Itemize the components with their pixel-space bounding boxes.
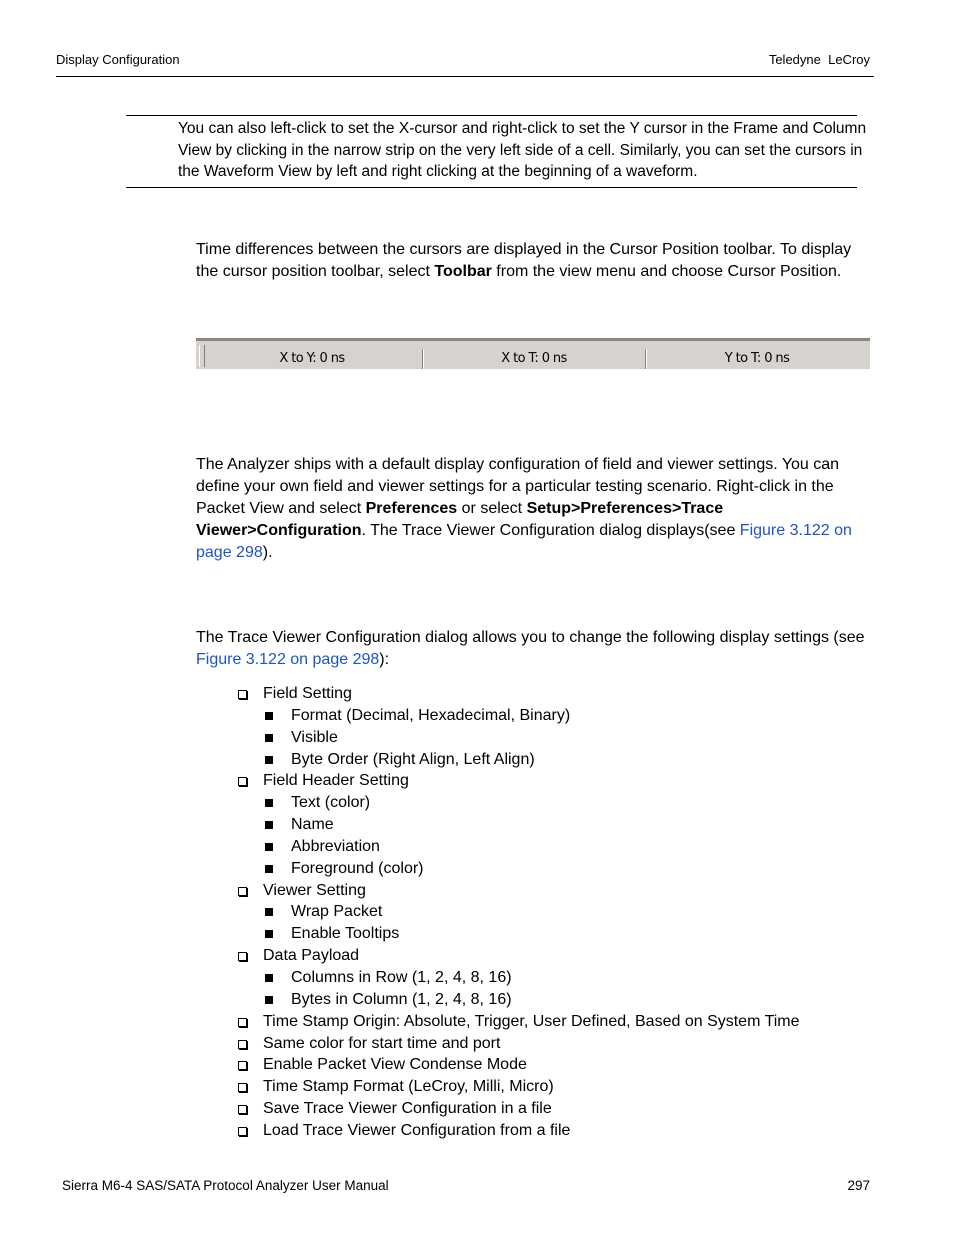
header-rule xyxy=(56,76,874,77)
note-top-rule xyxy=(126,115,857,116)
toolbar-grip xyxy=(199,345,205,367)
list-item xyxy=(236,1076,876,1098)
hollow-square-bullet-icon xyxy=(238,1018,247,1027)
list-item xyxy=(236,1098,876,1120)
hollow-square-bullet-icon xyxy=(238,1127,247,1136)
list-item-label: Data Payload xyxy=(263,947,360,965)
list-item xyxy=(236,1054,876,1076)
default-config-paragraph xyxy=(196,454,872,564)
list-item xyxy=(236,1033,876,1055)
para3-text-2: ): xyxy=(379,650,390,668)
sub-list-item xyxy=(263,923,876,945)
sub-list-item-label: Name xyxy=(291,816,334,834)
list-item xyxy=(236,945,876,1011)
hollow-square-bullet-icon xyxy=(238,887,247,896)
page-number: 297 xyxy=(847,1178,870,1193)
sub-list-item-label: Columns in Row (1, 2, 4, 8, 16) xyxy=(291,968,512,986)
hollow-square-bullet-icon xyxy=(238,952,247,961)
filled-square-bullet-icon xyxy=(265,865,273,873)
para3-text-1: The Trace Viewer Configuration dialog allows you to change the following display settings (see xyxy=(196,629,865,646)
sub-list-item-label: Foreground (color) xyxy=(291,859,424,877)
toolbar-cell-x-to-t: X to T: 0 ns xyxy=(501,351,567,366)
filled-square-bullet-icon xyxy=(265,712,273,720)
sub-list-item-label: Text (color) xyxy=(291,794,371,812)
sub-list-item-label: Abbreviation xyxy=(291,837,380,855)
sub-list-item xyxy=(263,792,876,814)
list-item-label: Load Trace Viewer Configuration from a file xyxy=(263,1121,571,1139)
sub-list-item xyxy=(263,705,876,727)
para2-text-1: The Analyzer ships with a default display configuration of field and viewer settings. You can define your own field and viewer settings for a particular testing scenario. Right-click in the Packet View and select xyxy=(196,456,840,517)
list-item xyxy=(236,683,876,770)
hollow-square-bullet-icon xyxy=(238,690,247,699)
hollow-square-bullet-icon xyxy=(238,1061,247,1070)
filled-square-bullet-icon xyxy=(265,821,273,829)
sub-list-item-label: Format (Decimal, Hexadecimal, Binary) xyxy=(291,706,571,724)
toolbar-separator xyxy=(422,349,424,369)
sub-list-item xyxy=(263,858,876,880)
list-item-label: Viewer Setting xyxy=(263,881,366,899)
para2-text-2: or select xyxy=(457,499,527,517)
para1-bold-toolbar: Toolbar xyxy=(434,262,492,280)
filled-square-bullet-icon xyxy=(265,908,273,916)
filled-square-bullet-icon xyxy=(265,930,273,938)
filled-square-bullet-icon xyxy=(265,974,273,982)
list-item-label: Enable Packet View Condense Mode xyxy=(263,1056,527,1074)
footer-manual-title: Sierra M6-4 SAS/SATA Protocol Analyzer User Manual xyxy=(62,1178,389,1193)
sub-list xyxy=(263,792,876,879)
sub-list xyxy=(263,705,876,771)
list-item xyxy=(236,770,876,879)
para2-bold-preferences: Preferences xyxy=(365,499,458,517)
hollow-square-bullet-icon xyxy=(238,1083,247,1092)
figure-link[interactable]: Figure 3.122 on page 298 xyxy=(196,650,380,668)
para2-text-4: ). xyxy=(262,543,273,561)
sub-list-item-label: Bytes in Column (1, 2, 4, 8, 16) xyxy=(291,990,512,1008)
sub-list-item-label: Wrap Packet xyxy=(291,903,383,921)
list-item xyxy=(236,1011,876,1033)
para2-text-3: . The Trace Viewer Configuration dialog displays(see xyxy=(361,521,740,539)
sub-list xyxy=(263,967,876,1011)
toolbar-cell-x-to-y: X to Y: 0 ns xyxy=(279,351,345,366)
settings-list xyxy=(236,683,876,1142)
sub-list-item-label: Enable Tooltips xyxy=(291,925,400,943)
sub-list-item xyxy=(263,749,876,771)
sub-list-item xyxy=(263,727,876,749)
hollow-square-bullet-icon xyxy=(238,1105,247,1114)
para1-text-1: Time differences between the cursors are displayed in the Cursor Position toolbar. To display the cursor position toolbar, select xyxy=(196,241,852,280)
list-item-label: Time Stamp Origin: Absolute, Trigger, User Defined, Based on System Time xyxy=(263,1012,800,1030)
sub-list-item xyxy=(263,901,876,923)
list-item-label: Field Header Setting xyxy=(263,772,409,790)
filled-square-bullet-icon xyxy=(265,996,273,1004)
toolbar-separator xyxy=(645,349,647,369)
filled-square-bullet-icon xyxy=(265,734,273,742)
cursor-position-paragraph xyxy=(196,239,872,283)
para1-text-2: from the view menu and choose Cursor Position. xyxy=(491,262,842,280)
sub-list-item xyxy=(263,967,876,989)
filled-square-bullet-icon xyxy=(265,756,273,764)
sub-list-item xyxy=(263,989,876,1011)
list-item-label: Same color for start time and port xyxy=(263,1034,501,1052)
running-header-section: Display Configuration xyxy=(56,52,180,67)
hollow-square-bullet-icon xyxy=(238,777,247,786)
sub-list-item-label: Byte Order (Right Align, Left Align) xyxy=(291,750,535,768)
list-item-label: Time Stamp Format (LeCroy, Milli, Micro) xyxy=(263,1078,554,1096)
settings-intro-paragraph xyxy=(196,627,872,671)
cursor-position-toolbar xyxy=(196,338,870,369)
sub-list-item xyxy=(263,814,876,836)
filled-square-bullet-icon xyxy=(265,799,273,807)
sub-list-item-label: Visible xyxy=(291,728,338,746)
note-text: You can also left-click to set the X-cursor and right-click to set the Y cursor in the Frame and Column View by clicking in the narrow strip on the very left side of a cell. Similarly, you can set the cursors in the Waveform View by left and right clicking at the beginning of a waveform. xyxy=(178,120,867,181)
note-bottom-rule xyxy=(126,187,857,188)
figure-link[interactable]: Figure 3.122 on page 298 xyxy=(196,521,852,561)
list-item xyxy=(236,1120,876,1142)
sub-list xyxy=(263,901,876,945)
running-header-company: Teledyne LeCroy xyxy=(768,52,870,67)
sub-list-item xyxy=(263,836,876,858)
list-item-label: Save Trace Viewer Configuration in a file xyxy=(263,1100,552,1118)
list-item xyxy=(236,880,876,946)
list-item-label: Field Setting xyxy=(263,685,352,702)
filled-square-bullet-icon xyxy=(265,843,273,851)
para2-bold-menu-path: Setup>Preferences>Trace Viewer>Configuration xyxy=(196,499,724,539)
hollow-square-bullet-icon xyxy=(238,1040,247,1049)
toolbar-cell-y-to-t: Y to T: 0 ns xyxy=(724,351,790,366)
